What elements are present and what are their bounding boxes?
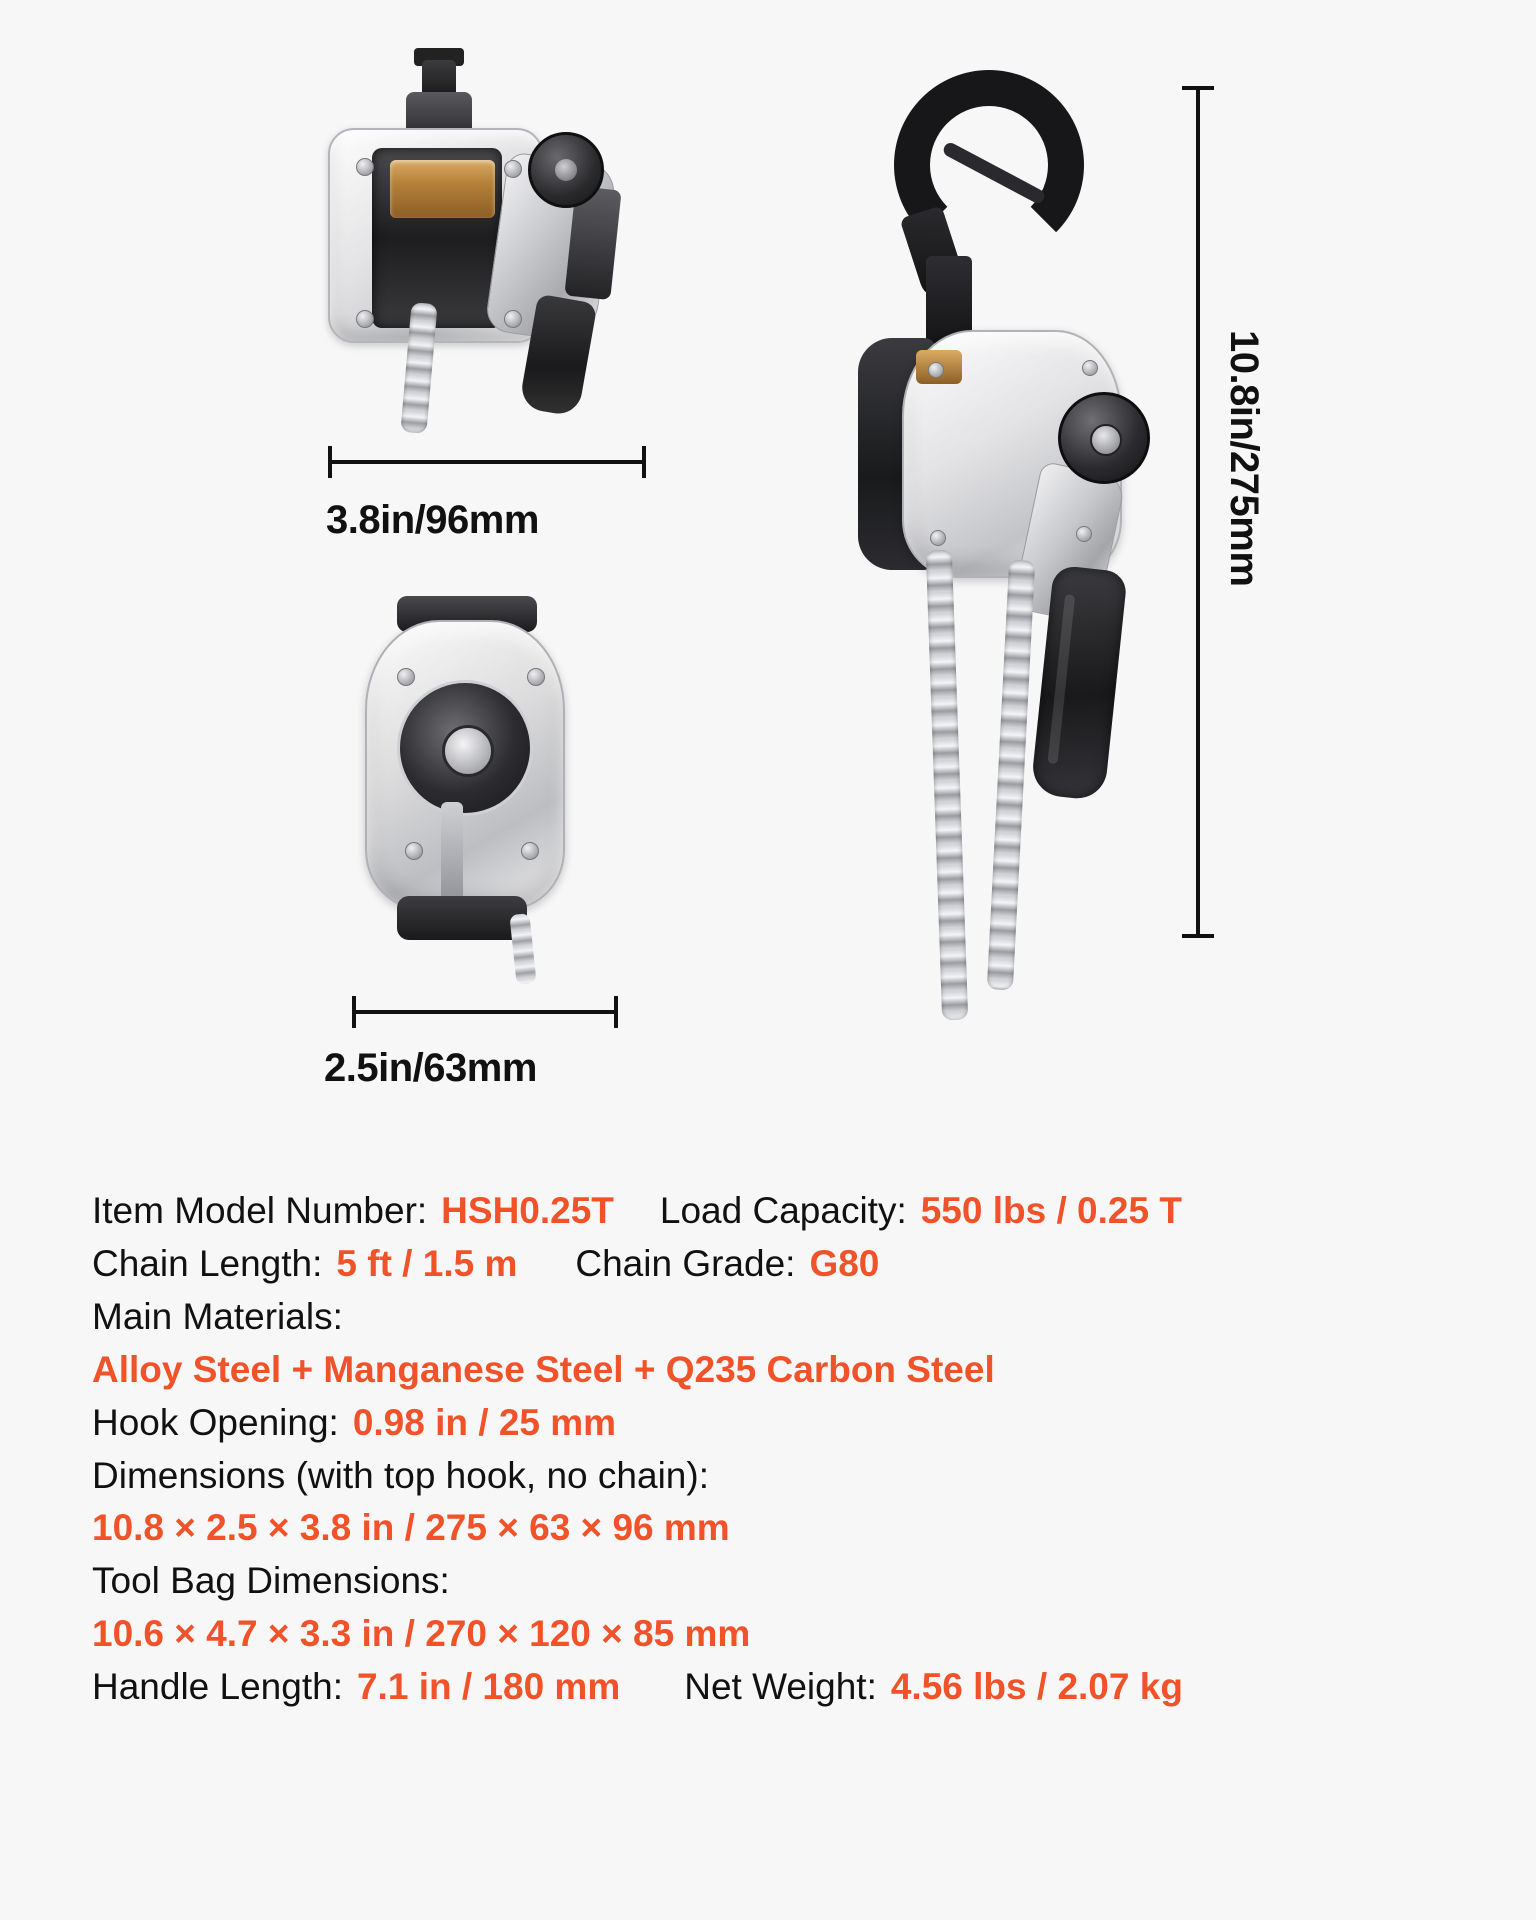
load-chain (509, 913, 536, 985)
dimension-line-height (1196, 86, 1200, 938)
spec-row-materials-label (92, 1291, 1452, 1344)
dimension-label-depth: 2.5in/63mm (324, 1046, 537, 1090)
spec-label-capacity: Load Capacity: (659, 1190, 907, 1231)
spec-row-materials-value (92, 1344, 1452, 1397)
housing-bolt (930, 530, 946, 546)
load-chain (926, 550, 968, 1021)
housing-bolt (504, 310, 522, 328)
product-view-front (345, 590, 635, 990)
spec-label-materials: Main Materials: (92, 1295, 343, 1337)
spec-row-bag-value (92, 1608, 1452, 1661)
housing-bolt (504, 160, 522, 178)
spec-row-dimensions-value (92, 1502, 1452, 1555)
spec-row-chain (92, 1238, 1452, 1291)
spec-label-bag-dimensions: Tool Bag Dimensions: (92, 1560, 450, 1602)
knob-disc (397, 680, 533, 816)
spec-value-capacity: 550 lbs / 0.25 T (920, 1190, 1182, 1231)
spec-row-dimensions-label (92, 1450, 1452, 1503)
spec-value-chain-grade: G80 (809, 1242, 880, 1284)
housing-bolt (928, 362, 944, 378)
spec-label-net-weight: Net Weight: (684, 1666, 877, 1708)
bottom-block (397, 896, 527, 940)
spec-row-bag-label (92, 1555, 1452, 1608)
direction-knob (1058, 392, 1150, 484)
specification-list (92, 1185, 1452, 1714)
spec-value-bag-dimensions: 10.6 × 4.7 × 3.3 in / 270 × 120 × 85 mm (92, 1613, 751, 1655)
housing-bolt (1076, 526, 1092, 542)
spec-value-model: HSH0.25T (441, 1190, 614, 1231)
dimension-label-height: 10.8in/275mm (1222, 330, 1266, 587)
spec-value-net-weight: 4.56 lbs / 2.07 kg (890, 1666, 1183, 1708)
hand-chain (987, 560, 1035, 991)
spec-label-dimensions: Dimensions (with top hook, no chain): (92, 1454, 709, 1496)
product-view-side (318, 48, 658, 448)
spec-label-hook-opening: Hook Opening: (92, 1401, 339, 1443)
spec-label-model: Item Model Number: (92, 1190, 428, 1231)
housing-bolt (397, 668, 415, 686)
spec-value-hook-opening: 0.98 in / 25 mm (352, 1401, 617, 1443)
direction-knob (528, 132, 604, 208)
housing-bolt (1082, 360, 1098, 376)
product-view-full (830, 60, 1250, 1080)
spec-value-dimensions: 10.8 × 2.5 × 3.8 in / 275 × 63 × 96 mm (92, 1507, 730, 1549)
housing-bolt (356, 158, 374, 176)
spec-value-chain-length: 5 ft / 1.5 m (336, 1242, 518, 1284)
housing-bolt (405, 842, 423, 860)
spec-row-handle-weight (92, 1661, 1452, 1714)
housing-bolt (356, 310, 374, 328)
spec-row-model-capacity (92, 1185, 1452, 1238)
dimension-line-depth (352, 1010, 618, 1014)
spec-label-chain-length: Chain Length: (92, 1242, 323, 1284)
brass-shaft (390, 160, 495, 218)
dimension-line-width (328, 460, 646, 464)
housing-bolt (527, 668, 545, 686)
spec-label-handle-length: Handle Length: (92, 1666, 343, 1708)
top-hook (894, 70, 1094, 300)
spec-value-materials: Alloy Steel + Manganese Steel + Q235 Carbon Steel (92, 1348, 995, 1390)
spec-row-hook-opening (92, 1397, 1452, 1450)
spec-value-handle-length: 7.1 in / 180 mm (356, 1666, 621, 1708)
spec-label-chain-grade: Chain Grade: (575, 1242, 796, 1284)
housing-bolt (521, 842, 539, 860)
dimension-label-width: 3.8in/96mm (326, 498, 539, 542)
